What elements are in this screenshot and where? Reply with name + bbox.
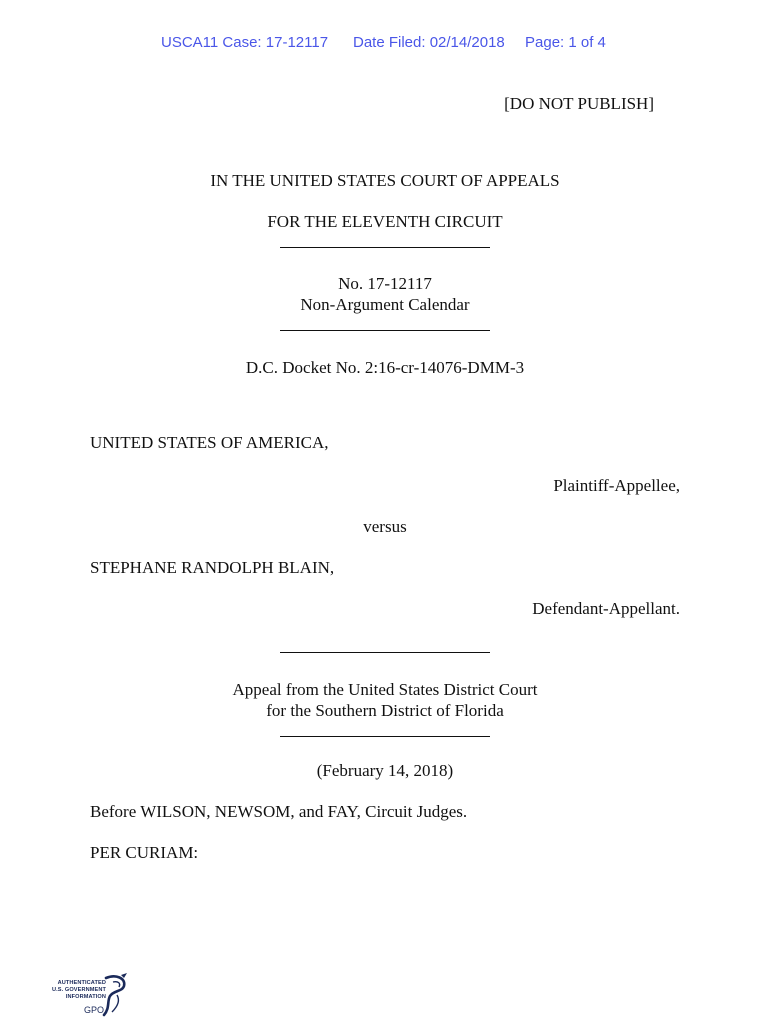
panel-judges: Before WILSON, NEWSOM, and FAY, Circuit Judges. (90, 802, 468, 821)
divider-rule (280, 247, 490, 248)
date-filed-stamp: Date Filed: 02/14/2018 (353, 34, 505, 51)
plaintiff-role: Plaintiff-Appellee, (553, 476, 680, 495)
gpo-mark: GPO (84, 1005, 105, 1015)
divider-rule (280, 736, 490, 737)
eagle-icon (100, 972, 130, 1018)
gpo-authentication-logo (44, 972, 130, 1018)
case-number-stamp: USCA11 Case: 17-12117 (161, 34, 329, 51)
versus-label: versus (363, 517, 407, 536)
case-number: No. 17-12117 (338, 274, 432, 293)
calendar-type: Non-Argument Calendar (300, 295, 470, 314)
defendant-role: Defendant-Appellant. (532, 599, 680, 618)
defendant-name: STEPHANE RANDOLPH BLAIN, (90, 558, 335, 577)
per-curiam-heading: PER CURIAM: (90, 843, 199, 862)
logo-line-government: U.S. GOVERNMENT (51, 987, 106, 993)
appeal-court: Appeal from the United States District Court (232, 680, 538, 699)
appeal-district: for the Southern District of Florida (266, 701, 504, 720)
divider-rule (280, 652, 490, 653)
decision-date: (February 14, 2018) (316, 761, 454, 780)
page-number-stamp: Page: 1 of 4 (525, 34, 606, 51)
circuit-name: FOR THE ELEVENTH CIRCUIT (267, 212, 503, 231)
court-name: IN THE UNITED STATES COURT OF APPEALS (210, 171, 560, 190)
publish-notice: [DO NOT PUBLISH] (504, 94, 654, 113)
plaintiff-name: UNITED STATES OF AMERICA, (90, 433, 329, 452)
divider-rule (280, 330, 490, 331)
logo-line-authenticated: AUTHENTICATED (57, 980, 106, 986)
logo-line-information: INFORMATION (65, 994, 106, 1000)
docket-number: D.C. Docket No. 2:16-cr-14076-DMM-3 (245, 358, 525, 377)
